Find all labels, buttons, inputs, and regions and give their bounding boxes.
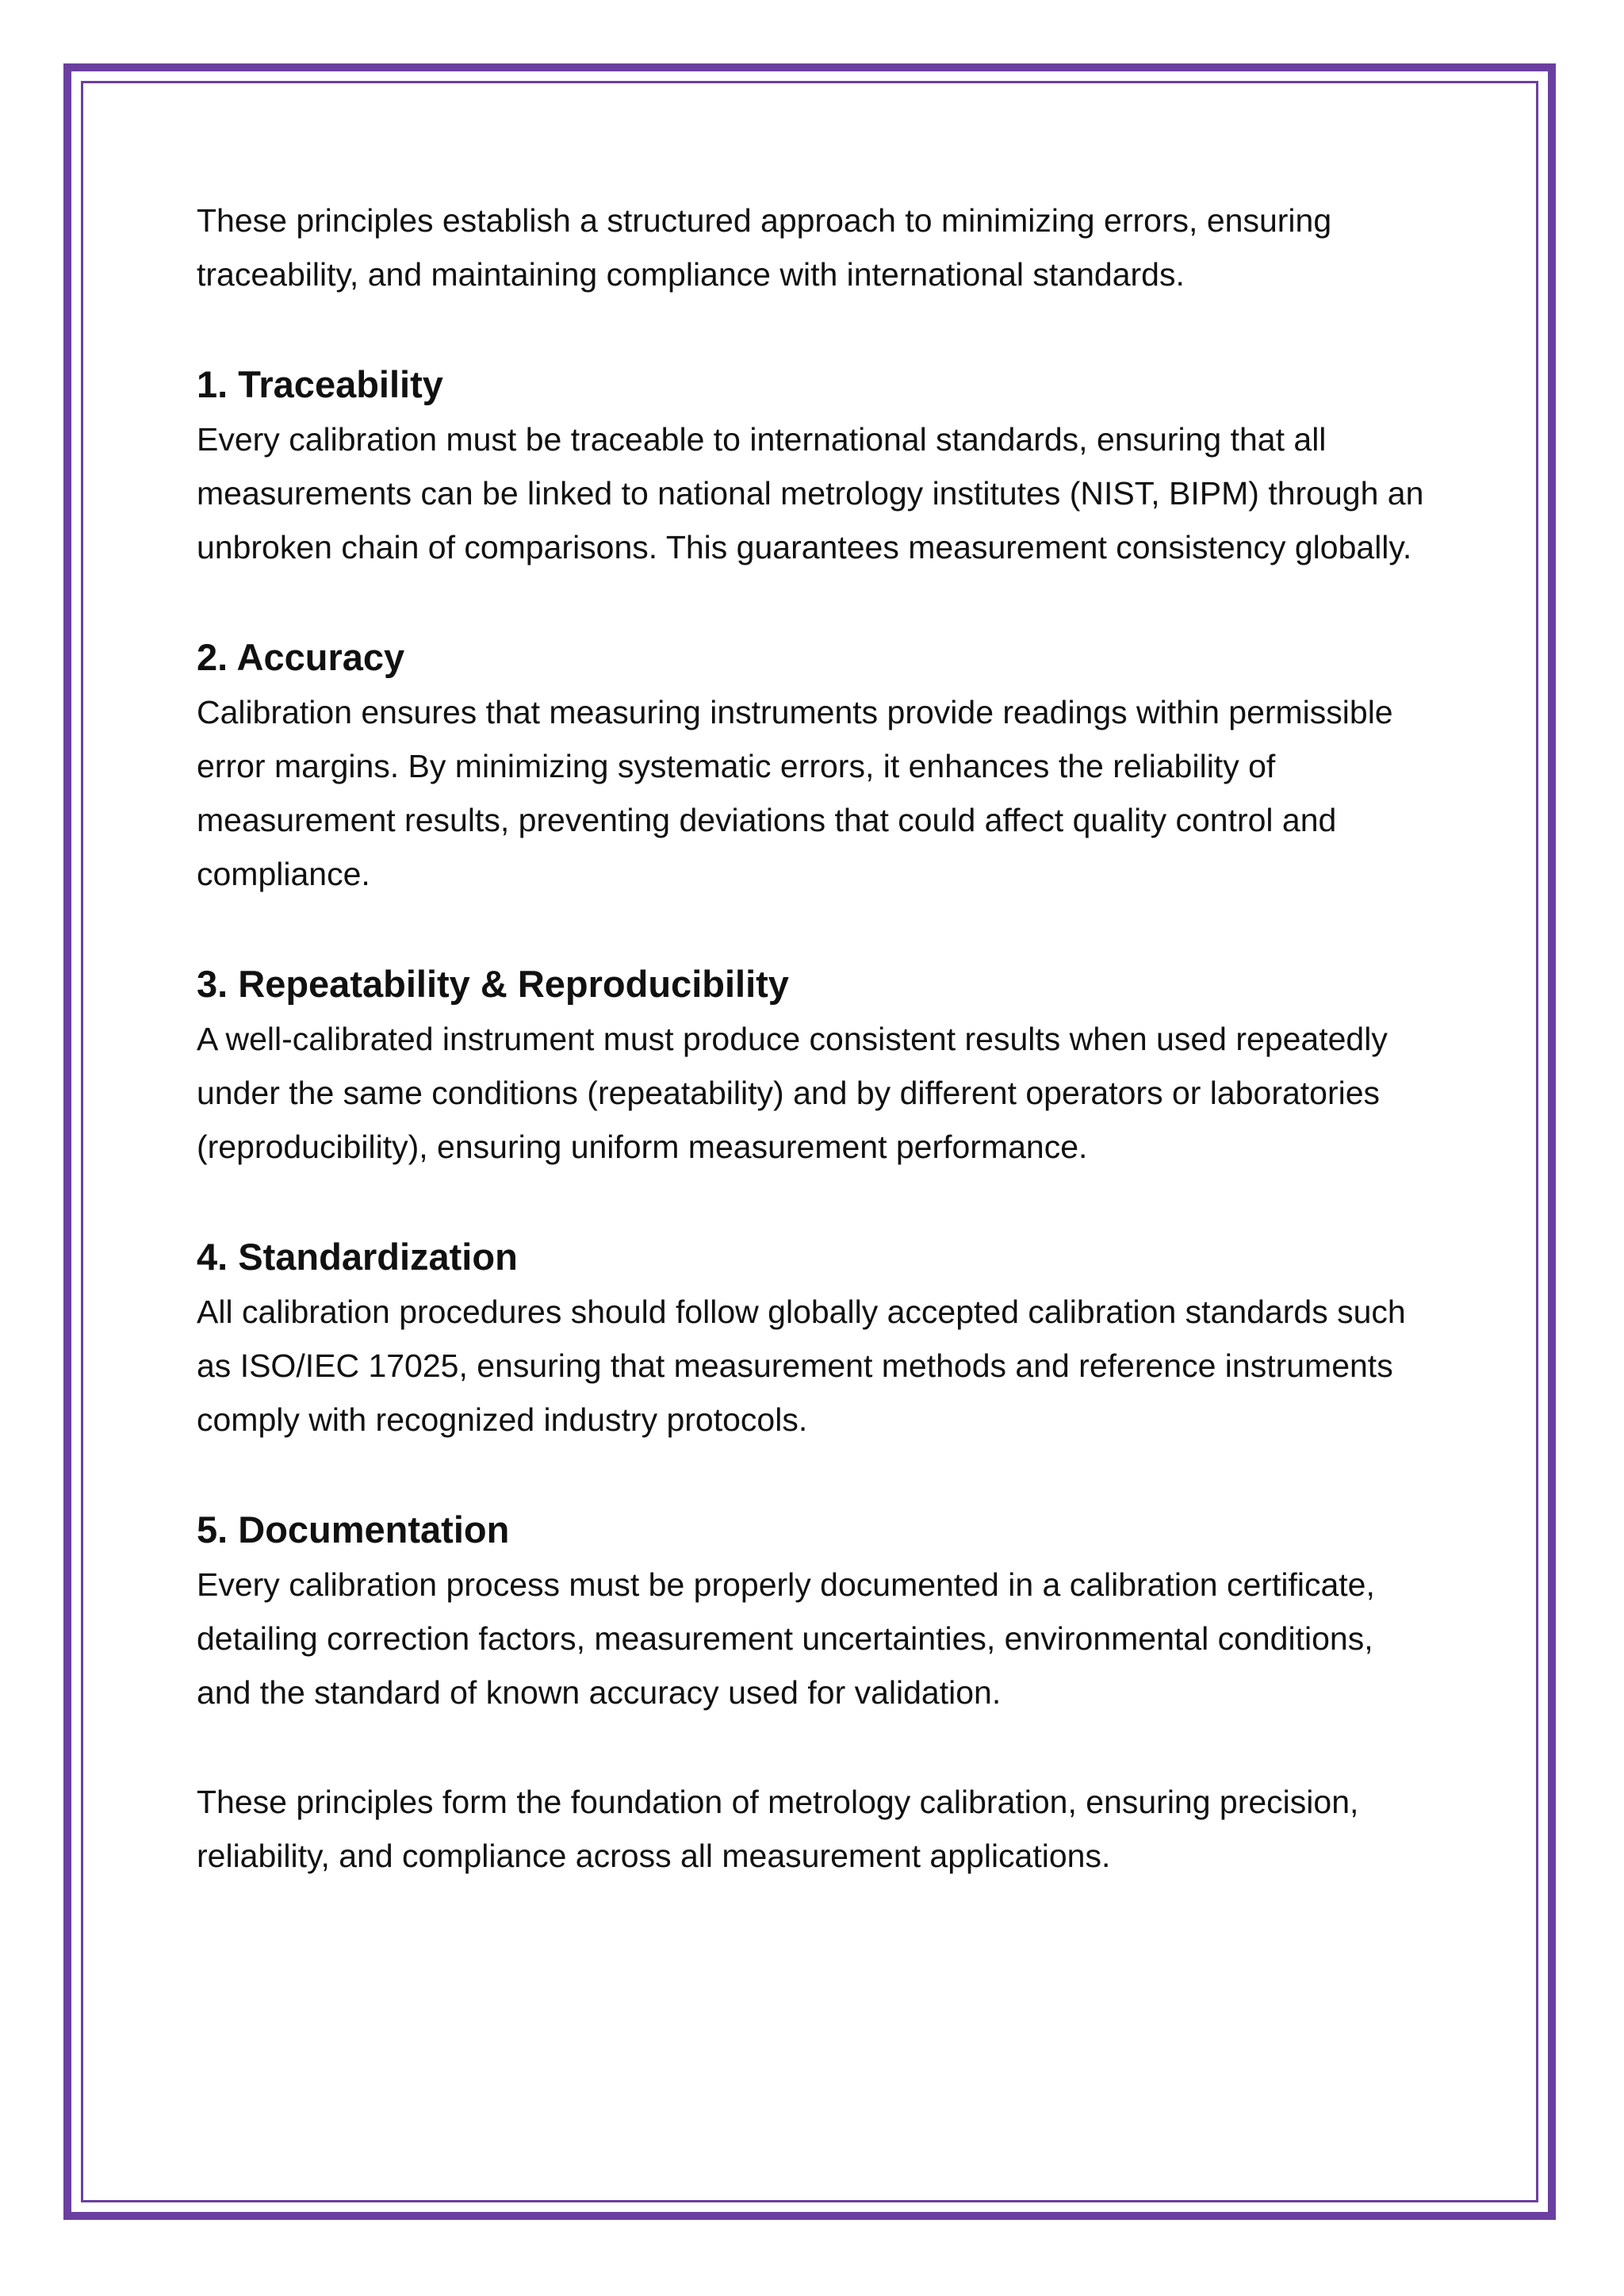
section-heading: 5. Documentation <box>197 1508 510 1550</box>
section-heading: 4. Standardization <box>197 1236 518 1278</box>
section-heading: 1. Traceability <box>197 363 443 405</box>
section-body: Every calibration must be traceable to international standards, ensuring that all measurements can be linked to national metrology institutes (NIST, BIPM) through an unbroken chain of comparisons. This guarantees measurement consistency globally. <box>197 421 1424 565</box>
section-body: Every calibration process must be properly documented in a calibration certificate, detailing correction factors, measurement uncertainties, environmental conditions, and the standard of known accuracy used for validation. <box>197 1566 1375 1711</box>
section-heading: 3. Repeatability & Reproducibility <box>197 963 789 1005</box>
section-body: A well-calibrated instrument must produce consistent results when used repeatedly under the same conditions (repeatability) and by different operators or laboratories (reproducibility), ensuring uniform measurement performance. <box>197 1021 1388 1165</box>
section-accuracy <box>197 630 1434 901</box>
section-traceability <box>197 357 1434 574</box>
section-standardization <box>197 1229 1434 1447</box>
section-documentation <box>197 1502 1434 1719</box>
section-heading: 2. Accuracy <box>197 636 405 678</box>
intro-paragraph: These principles establish a structured approach to minimizing errors, ensuring traceability, and maintaining compliance with international standards. <box>197 202 1332 293</box>
section-body: Calibration ensures that measuring instruments provide readings within permissible error margins. By minimizing systematic errors, it enhances the reliability of measurement results, preventing deviations that could affect quality control and compliance. <box>197 694 1393 892</box>
document-body <box>197 194 1434 1883</box>
section-repeatability <box>197 956 1434 1174</box>
outro-paragraph: These principles form the foundation of metrology calibration, ensuring precision, reliability, and compliance across all measurement applications. <box>197 1784 1359 1874</box>
section-body: All calibration procedures should follow globally accepted calibration standards such as ISO/IEC 17025, ensuring that measurement methods and reference instruments comply with recognized industry protocols. <box>197 1294 1406 1438</box>
